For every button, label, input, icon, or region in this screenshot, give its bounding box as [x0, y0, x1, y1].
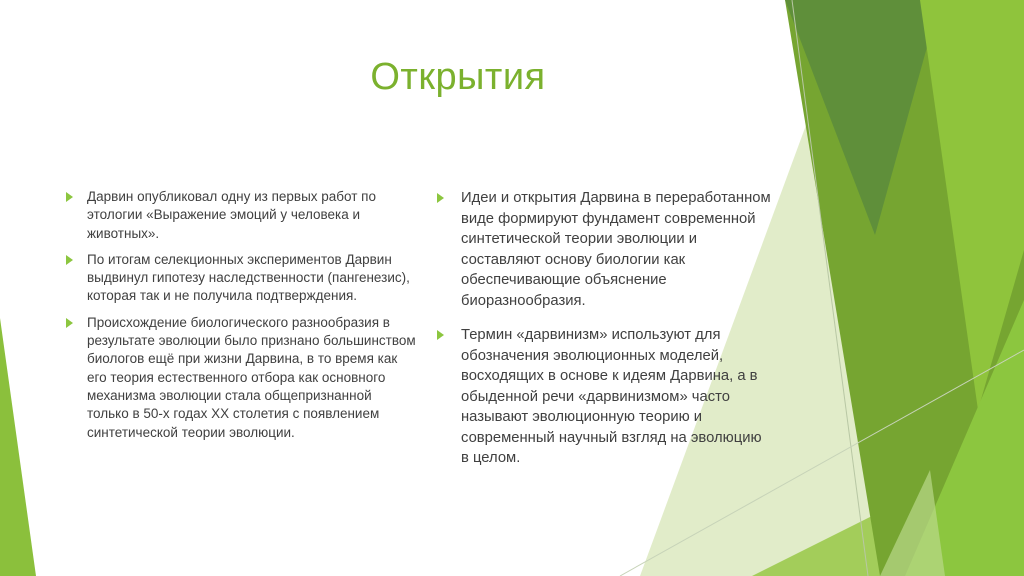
left-bullet-list [87, 188, 417, 450]
bullet-arrow-icon [437, 330, 444, 340]
decor-left-stripe [0, 318, 36, 576]
right-bullet-list [461, 188, 771, 483]
left-bullet-text: Дарвин опубликовал одну из первых работ по этологии «Выражение эмоций у человека и животных». [87, 189, 377, 241]
right-bullet-text: Идеи и открытия Дарвина в переработанном виде формируют фундамент современной синтетической теории эволюции и составляют основу биологии как обеспечивающие объяснение биоразнообразия. [461, 190, 771, 309]
bullet-arrow-icon [437, 193, 444, 203]
left-bullet-item [87, 251, 417, 306]
left-bullet-item [87, 188, 417, 243]
bullet-arrow-icon [66, 192, 73, 202]
right-bullet-item [461, 188, 771, 311]
left-bullet-text: Происхождение биологического разнообразия в результате эволюции было признано большинством биологов ещё при жизни Дарвина, в то время как его теория естественного отбора как основного механизма эволюции стала общепризнанной только в 50-х годах XX столетия с появлением синтетической теории эволюции. [87, 314, 416, 440]
right-bullet-text: Термин «дарвинизм» используют для обозначения эволюционных моделей, восходящих в основе к идеям Дарвина, а в обыденной речи «дарвинизмом» часто называют эволюционную теорию и современный научный взгляд на эволюцию в целом. [461, 327, 762, 466]
slide-title: Открытия [370, 56, 546, 98]
left-bullet-item [87, 314, 417, 442]
left-bullet-text: По итогам селекционных экспериментов Дарвин выдвинул гипотезу наследственности (пангенезис), которая так и не получила подтверждения. [87, 251, 410, 304]
bullet-arrow-icon [66, 318, 73, 328]
right-bullet-item [461, 325, 771, 469]
bullet-arrow-icon [66, 255, 73, 265]
